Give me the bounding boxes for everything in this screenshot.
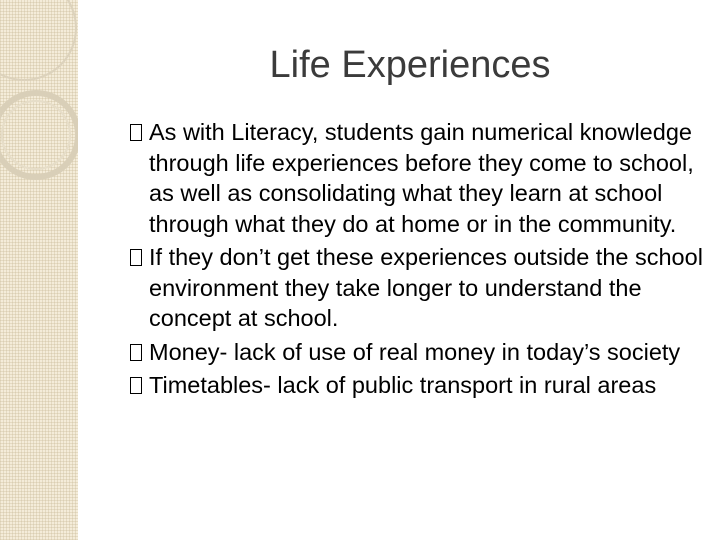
unrendered-box-glyph-icon [130, 337, 149, 368]
unrendered-box-glyph-icon [130, 242, 149, 273]
list-item [130, 117, 710, 239]
bullet-text: Money- lack of use of real money in today’s society [149, 338, 681, 365]
decorative-side-strip [0, 0, 78, 540]
list-item [130, 337, 710, 368]
slide-title: Life Experiences [269, 44, 551, 86]
bullet-text: Timetables- lack of public transport in rural areas [149, 372, 657, 398]
bullet-list [130, 117, 710, 404]
decorative-circles-icon [0, 0, 78, 540]
bullet-text: As with Literacy, students gain numerical knowledge through life experiences before they come to school, as well as consolidating what they learn at school through what they do at home or in the community. [149, 119, 694, 237]
unrendered-box-glyph-icon [130, 117, 149, 148]
list-item [130, 370, 710, 401]
unrendered-box-glyph-icon [130, 370, 149, 401]
list-item [130, 242, 710, 334]
bullet-text: If they don’t get these experiences outside the school environment they take longer to understand the concept at school. [149, 244, 703, 331]
